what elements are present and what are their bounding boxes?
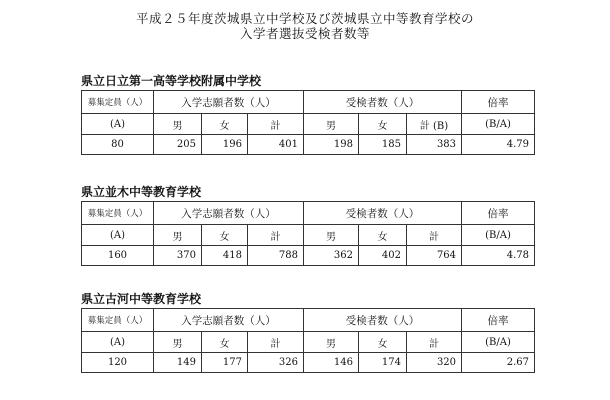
applicants-header: 入学志願者数（人） [154, 309, 304, 332]
examinees-male-value: 362 [304, 246, 359, 266]
applicants-male-header: 男 [154, 332, 202, 353]
stats-table-koga [81, 308, 535, 373]
document-title-line1: 平成２５年度茨城県立中学校及び茨城県立中等教育学校の [135, 11, 474, 26]
applicants-female-header: 女 [202, 114, 248, 135]
examinees-total-header: 計 (B) [407, 114, 462, 135]
applicants-total-value: 326 [248, 353, 304, 373]
document-title-line2: 入学者選抜受検者数等 [239, 26, 370, 41]
examinees-header: 受検者数（人） [304, 91, 462, 114]
ratio-value: 4.79 [462, 135, 535, 155]
examinees-male-value: 198 [304, 135, 359, 155]
applicants-male-value: 149 [154, 353, 202, 373]
applicants-female-value: 418 [202, 246, 248, 266]
examinees-total-header: 計 [407, 225, 462, 246]
school-name-namiki: 県立並木中等教育学校 [81, 185, 202, 199]
examinees-female-value: 174 [359, 353, 407, 373]
ratio-header: 倍率 [462, 91, 535, 114]
applicants-female-value: 196 [202, 135, 248, 155]
capacity-header: 募集定員（人） [82, 202, 154, 225]
capacity-value: 80 [82, 135, 154, 155]
capacity-unit: (A) [82, 332, 154, 353]
applicants-female-header: 女 [202, 225, 248, 246]
applicants-male-value: 370 [154, 246, 202, 266]
examinees-male-header: 男 [304, 225, 359, 246]
examinees-total-header: 計 [407, 332, 462, 353]
examinees-male-value: 146 [304, 353, 359, 373]
examinees-total-value: 383 [407, 135, 462, 155]
examinees-total-value: 764 [407, 246, 462, 266]
applicants-total-header: 計 [248, 332, 304, 353]
ratio-unit: (B/A) [462, 332, 535, 353]
examinees-female-header: 女 [359, 332, 407, 353]
applicants-total-value: 401 [248, 135, 304, 155]
examinees-male-header: 男 [304, 114, 359, 135]
examinees-header: 受検者数（人） [304, 202, 462, 225]
capacity-header: 募集定員（人） [82, 91, 154, 114]
capacity-value: 120 [82, 353, 154, 373]
examinees-total-value: 320 [407, 353, 462, 373]
examinees-male-header: 男 [304, 332, 359, 353]
stats-table-hitachi [81, 90, 535, 155]
capacity-value: 160 [82, 246, 154, 266]
applicants-header: 入学志願者数（人） [154, 91, 304, 114]
school-name-hitachi: 県立日立第一高等学校附属中学校 [81, 74, 262, 88]
examinees-female-value: 185 [359, 135, 407, 155]
capacity-header: 募集定員（人） [82, 309, 154, 332]
applicants-header: 入学志願者数（人） [154, 202, 304, 225]
examinees-female-header: 女 [359, 114, 407, 135]
applicants-total-header: 計 [248, 225, 304, 246]
applicants-male-value: 205 [154, 135, 202, 155]
ratio-value: 4.78 [462, 246, 535, 266]
ratio-unit: (B/A) [462, 114, 535, 135]
stats-table-namiki [81, 201, 535, 266]
applicants-female-value: 177 [202, 353, 248, 373]
ratio-header: 倍率 [462, 309, 535, 332]
examinees-female-value: 402 [359, 246, 407, 266]
examinees-header: 受検者数（人） [304, 309, 462, 332]
applicants-male-header: 男 [154, 225, 202, 246]
examinees-female-header: 女 [359, 225, 407, 246]
applicants-total-header: 計 [248, 114, 304, 135]
applicants-female-header: 女 [202, 332, 248, 353]
ratio-value: 2.67 [462, 353, 535, 373]
ratio-header: 倍率 [462, 202, 535, 225]
capacity-unit: (A) [82, 114, 154, 135]
ratio-unit: (B/A) [462, 225, 535, 246]
applicants-total-value: 788 [248, 246, 304, 266]
capacity-unit: (A) [82, 225, 154, 246]
school-name-koga: 県立古河中等教育学校 [81, 292, 202, 306]
applicants-male-header: 男 [154, 114, 202, 135]
